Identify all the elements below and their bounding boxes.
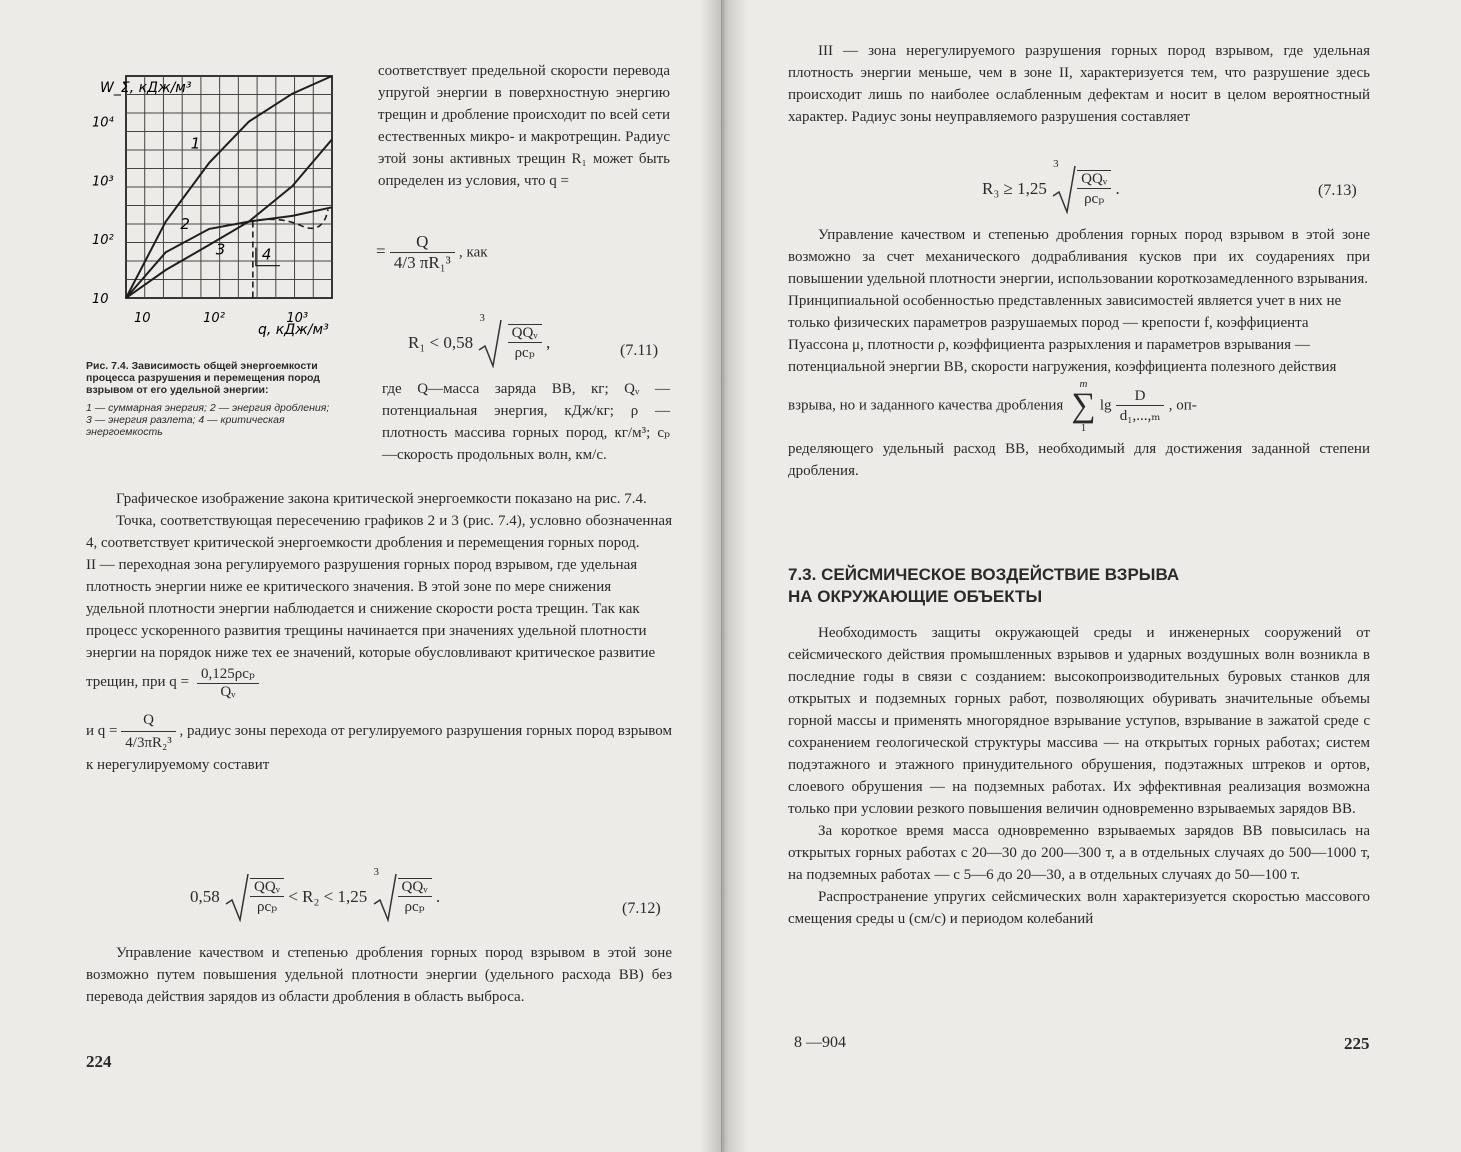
sum-top: m bbox=[1079, 378, 1088, 390]
curve-labels bbox=[180, 135, 280, 266]
eq711-num: QQᵥ bbox=[508, 325, 542, 343]
eq713-lhs: R₃ ≥ 1,25 bbox=[982, 179, 1047, 198]
chart-grid bbox=[126, 76, 332, 298]
x-tick-label: 10³ bbox=[286, 311, 309, 326]
section-title-line-2: НА ОКРУЖАЮЩИЕ ОБЪЕКТЫ bbox=[788, 587, 1043, 606]
x-tick-label: 10² bbox=[203, 311, 225, 326]
equation-q-radius bbox=[376, 232, 488, 273]
cube-root bbox=[477, 312, 541, 368]
eq712-num-a: QQᵥ bbox=[250, 879, 284, 897]
eq712-num-b: QQᵥ bbox=[398, 879, 432, 897]
eq712-den-b: ρcₚ bbox=[404, 899, 425, 915]
equation-7-11 bbox=[408, 312, 551, 368]
root-sign bbox=[477, 318, 503, 368]
eq713-den: ρcₚ bbox=[1084, 191, 1105, 207]
para4-fraction bbox=[121, 709, 175, 754]
paragraph-r5: За короткое время масса одновременно взрываемых зарядов ВВ повысилась на открытых горных работах с 20—30 до 200—300 т, а в отдельных случаях до 500—1000 т, на подземных работах — с 5—6 до 20—30, а в отдельных случаях до 50—100 т. bbox=[788, 823, 1370, 883]
paragraph-r6: Распространение упругих сейсмических волн характеризуется скоростью массового смещения среды u (см/с) и периодом колебаний bbox=[788, 889, 1370, 927]
y-axis-label: W_Σ, кДж/м³ bbox=[100, 80, 192, 96]
x-axis-label: q, кДж/м³ bbox=[258, 322, 329, 338]
y-tick-label: 10⁴ bbox=[92, 115, 114, 131]
eq711-lhs: R₁ < 0,58 bbox=[408, 333, 474, 352]
eq713-fraction bbox=[1077, 170, 1111, 208]
root-sign-c bbox=[1051, 164, 1077, 214]
para3-fraction bbox=[197, 664, 259, 701]
eq-fraction bbox=[390, 232, 455, 273]
root-index: 3 bbox=[479, 312, 485, 324]
paragraph-r1: III — зона нерегулируемого разрушения горных пород взрывом, где удельная плотность энергии меньше, чем в зоне II, характеризуется тем, что разрушение здесь происходит лишь по наиболее ослабленным дефектам и носит в целом вероятностный характер. Радиус зоны неуправляемого разрушения составляет bbox=[788, 43, 1370, 125]
para3-den: Qᵥ bbox=[220, 684, 236, 700]
eq712-a: 0,58 bbox=[190, 887, 220, 906]
eq712-den-a: ρcₚ bbox=[256, 899, 278, 915]
left-body bbox=[86, 488, 672, 776]
paragraph-2: Точка, соответствующая пересечению графиков 2 и 3 (рис. 7.4), условно обозначенная 4, соответствует критической энергоемкости дробления и перемещения горных пород. bbox=[86, 513, 672, 551]
page-number-left: 224 bbox=[86, 1052, 112, 1071]
eq711-comma: , bbox=[545, 333, 551, 352]
figure-caption bbox=[86, 360, 336, 438]
para4-text: , радиус зоны перехода от регулируемого разрушения горных пород взрывом к нерегулируемому составит bbox=[86, 722, 672, 773]
eq711-fraction bbox=[508, 324, 542, 362]
eq-prefix: = bbox=[376, 241, 386, 261]
para4-den: 4/3πR₂³ bbox=[125, 735, 172, 751]
eq712-number: (7.12) bbox=[622, 900, 661, 917]
root-sign-b bbox=[372, 872, 398, 922]
eq712-fraction-a bbox=[250, 878, 284, 916]
sum-suffix: , оп- bbox=[1168, 397, 1197, 414]
root-index-b: 3 bbox=[373, 866, 380, 878]
y-tick-label: 10³ bbox=[92, 174, 114, 190]
sum-expression bbox=[1071, 378, 1196, 434]
para3-num: 0,125ρcₚ bbox=[197, 664, 259, 684]
eq713-number: (7.13) bbox=[1318, 182, 1357, 199]
curve-label-3: 3 bbox=[215, 240, 226, 259]
paragraph-4 bbox=[86, 709, 672, 776]
right-body-1 bbox=[788, 224, 1370, 482]
page-number-right: 225 bbox=[1344, 1034, 1370, 1053]
root-index-c: 3 bbox=[1053, 158, 1059, 170]
cube-root-b bbox=[372, 866, 432, 922]
sum-lg: lg bbox=[1099, 397, 1112, 414]
caption-legend: 1 — суммарная энергия; 2 — энергия дробления; 3 — энергия разлета; 4 — критическая энергоемкость bbox=[86, 402, 330, 438]
sqrt-sign bbox=[224, 872, 250, 922]
eq-numerator: Q bbox=[390, 232, 455, 253]
sum-operator bbox=[1071, 378, 1095, 434]
eq712-mid: < R₂ < 1,25 bbox=[288, 887, 368, 906]
eq-denominator: 4/3 πR₁³ bbox=[393, 253, 451, 272]
column-text-1: соответствует предельной скорости перевода упругой энергии в поверхностную энергию трещин и дробление происходит по всей сети естественных микро- и макротрещин. Радиус этой зоны активных трещин R₁ может быть определен из условия, что q = bbox=[378, 63, 670, 189]
equation-7-12 bbox=[190, 866, 441, 922]
y-tick-label: 10² bbox=[92, 233, 114, 249]
printer-signature: 8 —904 bbox=[794, 1034, 846, 1051]
eq-suffix: , как bbox=[459, 244, 488, 261]
curve-label-4: 4 bbox=[261, 245, 272, 264]
eq712-end: . bbox=[435, 887, 441, 906]
left-page bbox=[0, 0, 722, 1152]
eq711-den: ρcₚ bbox=[514, 345, 535, 361]
paragraph-r3: Принципиальной особенностью представленных зависимостей является учет в них не только физических параметров разрушаемых пород — крепости f, коэффициента Пуассона μ, плотности ρ, коэффициента разрыхления и параметров взрывания — потенциальной энергии ВВ, скорости нагружения, коэффициента полезного действия взрыва, но и заданного качества дробления bbox=[788, 293, 1342, 414]
caption-title: Рис. 7.4. Зависимость общей энергоемкости процесса разрушения и перемещения пород взрывом от его удельной энергии: bbox=[86, 360, 320, 396]
sum-num: D bbox=[1116, 388, 1165, 406]
column-text-2: где Q—масса заряда ВВ, кг; Qᵥ — потенциальная энергия, кДж/кг; ρ — плотность массива горных пород, кг/м³; cₚ —скорость продольных волн, км/с. bbox=[382, 381, 670, 463]
paragraph-r4: Необходимость защиты окружающей среды и инженерных сооружений от сейсмического действия промышленных взрывов и ударных воздушных волн возникла в последние годы в связи с созданием: высокопроизводительных буровых станков для открытых и подземных горных работ, позволяющих обуривать значительные объемы горной массы и применять многорядное взрывание уступов, взрывание в зажатой среде с сохранением геологической структуры массива — на открытых горных работах; систем подэтажного и этажного принудительного обрушения, подэтажных штреков и ортов, слоевого обрушения — на подземных работах. Их эффективная реализация возможна только при условии резкого повышения величин одновременно взрываемых зарядов ВВ. bbox=[788, 625, 1370, 817]
paragraph-3: II — переходная зона регулируемого разрушения горных пород взрывом, где удельная плотность энергии ниже ее критического значения. В этой зоне по мере снижения удельной плотности энергии наблюдается и снижение скорости роста трещин. Так как процесс ускоренного развития трещины начинается при значениях удельной плотности энергии на порядок ниже тех ее значений, которые обусловливают критическое развитие трещин, при q = bbox=[86, 557, 656, 691]
curve-label-1: 1 bbox=[190, 134, 201, 153]
section-heading bbox=[788, 564, 1370, 608]
right-body-2 bbox=[788, 622, 1370, 930]
sigma-glyph: ∑ bbox=[1071, 387, 1096, 424]
paragraph-r3-end: ределяющего удельный расход ВВ, необходимый для достижения заданной степени дробления. bbox=[788, 441, 1370, 479]
eq713-num: QQᵥ bbox=[1077, 171, 1111, 189]
y-tick-labels bbox=[92, 116, 115, 307]
y-tick-label: 10 bbox=[92, 292, 109, 307]
paragraph-r2: Управление качеством и степенью дробления горных пород взрывом в этой зоне возможно за счет механического додрабливания кусков при их соударениях при повышении удельной плотности энергии, использовании короткозамедленного взрывания. bbox=[788, 227, 1370, 287]
paragraph-5: Управление качеством и степенью дробления горных пород взрывом в этой зоне возможно путем повышения удельной плотности энергии (удельного расхода ВВ) без перевода действия зарядов из области дробления в область выброса. bbox=[86, 945, 672, 1005]
paragraph-1: Графическое изображение закона критической энергоемкости показано на рис. 7.4. bbox=[116, 491, 647, 507]
sum-fraction bbox=[1116, 388, 1165, 425]
sum-bottom: 1 bbox=[1080, 422, 1087, 434]
curve-label-2: 2 bbox=[180, 214, 190, 233]
eq712-fraction-b bbox=[398, 878, 432, 916]
section-title-line-1: 7.3. СЕЙСМИЧЕСКОЕ ВОЗДЕЙСТВИЕ ВЗРЫВА bbox=[788, 565, 1180, 584]
para4-prefix: и q = bbox=[86, 722, 118, 739]
para4-num: Q bbox=[121, 709, 175, 732]
right-page bbox=[724, 0, 1461, 1152]
cube-root-c bbox=[1051, 158, 1111, 214]
figure-7-4-chart bbox=[90, 68, 360, 338]
equation-7-13 bbox=[982, 158, 1120, 214]
series-2-line bbox=[126, 207, 332, 298]
eq713-end: . bbox=[1115, 179, 1120, 198]
x-tick-label: 10 bbox=[134, 311, 151, 326]
series-3-line bbox=[126, 139, 332, 298]
sum-den: d₁,...,ₘ bbox=[1119, 407, 1161, 424]
eq711-number: (7.11) bbox=[620, 342, 659, 359]
